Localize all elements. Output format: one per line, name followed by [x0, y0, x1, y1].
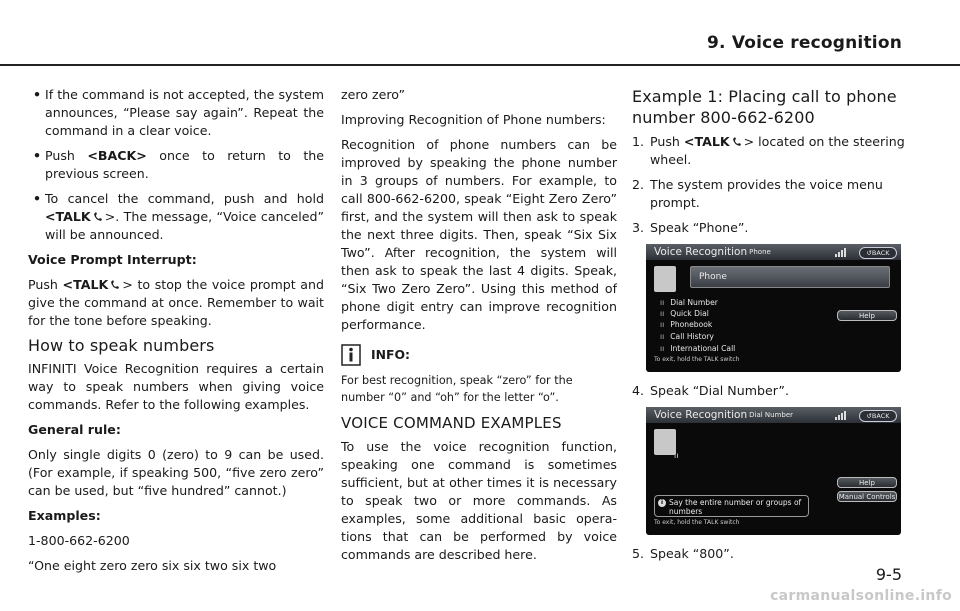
voice-portrait-icon	[654, 266, 676, 292]
screen-footer: To exit, hold the TALK switch	[654, 519, 740, 526]
interrupt-text: Push <TALK > to stop the voice prompt and give the command at once. Remember to wait for the tone before speaking.	[28, 277, 324, 328]
screenshot-phone-menu	[646, 244, 901, 372]
column-1	[28, 86, 324, 582]
section-title: 9. Voice recognition	[707, 33, 902, 53]
how-text: INFINITI Voice Recognition requires a certain way to speak numbers when giving voice commands. Refer to the following examples.	[28, 361, 324, 412]
bullet-item	[28, 86, 324, 140]
screen-title-bar: Voice Recognition Dial Number	[646, 407, 901, 423]
column-2	[341, 86, 617, 571]
step-2: 2. The system provides the voice menu prompt.	[632, 177, 883, 210]
back-button[interactable]: ↺ BACK	[859, 247, 897, 259]
info-label: INFO:	[371, 347, 410, 362]
header-rule	[0, 64, 960, 66]
example-spoken: “One eight zero zero six six two six two	[28, 558, 277, 573]
phone-field: Phone	[690, 266, 890, 288]
info-text: For best recognition, speak “zero” for the number “0” and “oh” for the letter “o”.	[341, 374, 573, 404]
examples-heading: VOICE COMMAND EXAMPLES	[341, 414, 562, 432]
improving-label: Improving Recognition of Phone numbers:	[341, 112, 606, 127]
sound-waves-icon: ıı	[674, 451, 679, 460]
examples-text: To use the voice recognition function, speaking one command is sometimes sufficient, but at other times it is necessary to speak two or more commands. As examples, some additional basic operations that can be performed by voice commands are described here.	[341, 439, 617, 562]
bullet-text: Push <BACK> once to return to the previous screen.	[45, 148, 324, 181]
manual-controls-button[interactable]: Manual Controls	[838, 492, 896, 501]
talk-switch-icon	[92, 211, 104, 223]
example1-heading: Example 1: Placing call to phone number 800-662-6200	[632, 87, 897, 127]
instruction-box: i Say the entire number or groups of numbers	[654, 495, 809, 517]
examples-label: Examples:	[28, 508, 101, 523]
bullet-text: If the command is not accepted, the system announces, “Please say again”. Repeat the command in a clear voice.	[45, 87, 324, 138]
how-heading: How to speak numbers	[28, 336, 215, 355]
screen-title-bar: Voice Recognition Phone	[646, 244, 901, 260]
info-row	[341, 344, 617, 366]
column-3	[632, 86, 908, 570]
bullet-text: To cancel the command, push and hold <TALK >. The message, “Voice canceled” will be announced.	[45, 191, 324, 242]
bullet-dot: •	[33, 87, 42, 102]
back-button[interactable]: ↺ BACK	[859, 410, 897, 422]
info-icon	[341, 344, 361, 366]
signal-icon	[835, 248, 851, 257]
signal-icon	[835, 411, 851, 420]
bullet-dot: •	[33, 191, 42, 206]
menu-item-phonebook[interactable]: ıı Phonebook	[660, 320, 713, 329]
step-3: 3. Speak “Phone”.	[632, 220, 749, 235]
step-5: 5. Speak “800”.	[632, 546, 734, 561]
step-4: 4. Speak “Dial Number”.	[632, 383, 789, 398]
continued-text: zero zero”	[341, 87, 406, 102]
example-number: 1-800-662-6200	[28, 533, 130, 548]
info-circle-icon: i	[658, 499, 666, 507]
menu-item-international-call[interactable]: ıı International Call	[660, 344, 736, 353]
help-button[interactable]: Help	[837, 310, 897, 321]
general-rule-text: Only single digits 0 (zero) to 9 can be used. (For example, if speaking 500, “five zero zero” can be used, but “five hundred” cannot.)	[28, 447, 324, 498]
step-1: 1. Push <TALK > located on the steering wheel.	[632, 134, 905, 167]
talk-switch-icon	[109, 279, 121, 291]
screenshot-dial-number	[646, 407, 901, 535]
help-button[interactable]: Help	[837, 477, 897, 488]
menu-item-quick-dial[interactable]: ıı Quick Dial	[660, 309, 709, 318]
bullet-item	[28, 147, 324, 183]
improving-text: Recognition of phone numbers can be improved by speaking the phone number in 3 groups of numbers. For example, to call 800-662-6200, speak “Eight Zero Zero” first, and the system will then ask to speak the next three digits. Then, speak “Six Six Two”. After recognition, the system will then ask to speak the last 4 digits. Speak, “Six Two Zero Zero”. Using this method of phone digit entry can improve recognition performance.	[341, 137, 617, 332]
voice-portrait-icon	[654, 429, 676, 455]
interrupt-label: Voice Prompt Interrupt:	[28, 252, 197, 267]
bullet-dot: •	[33, 148, 42, 163]
screen-footer: To exit, hold the TALK switch	[654, 356, 740, 363]
talk-switch-icon	[731, 136, 743, 148]
menu-item-call-history[interactable]: ıı Call History	[660, 332, 714, 341]
page-number: 9-5	[875, 565, 902, 584]
watermark: carmanualsonline.info	[770, 588, 952, 604]
general-rule-label: General rule:	[28, 422, 121, 437]
bullet-item	[28, 190, 324, 244]
menu-item-dial-number[interactable]: ıı Dial Number	[660, 298, 718, 307]
